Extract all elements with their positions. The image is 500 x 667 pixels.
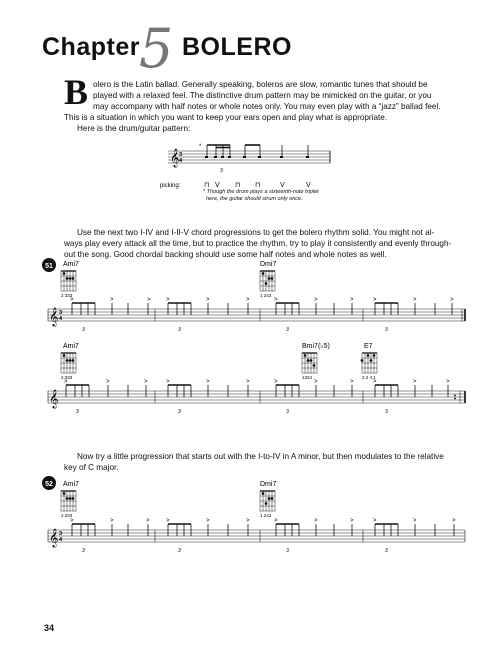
- chord-fingering: 1324: [302, 375, 313, 380]
- intro-line: played with a relaxed feel. The distinctive drum pattern may be mimicked on the guitar, or you: [93, 91, 432, 100]
- svg-text:V: V: [215, 182, 220, 189]
- chapter-word: Chapter: [42, 33, 140, 61]
- svg-text:3: 3: [178, 327, 181, 333]
- svg-text:>: >: [314, 297, 318, 303]
- svg-text:>: >: [64, 379, 68, 385]
- svg-text:>: >: [446, 379, 450, 385]
- drop-cap: B: [64, 72, 89, 112]
- footnote-line: * Though the drum plays a sixteenth-note triplet: [203, 189, 319, 195]
- svg-text:3: 3: [59, 531, 63, 537]
- svg-text:𝄞: 𝄞: [49, 391, 59, 408]
- svg-text:>: >: [70, 297, 74, 303]
- svg-text:⊓: ⊓: [255, 182, 261, 189]
- svg-text:3: 3: [82, 548, 85, 554]
- chord-name: Dmi7: [260, 481, 277, 488]
- svg-text:>: >: [206, 297, 210, 303]
- chord-fingering: 3 2 4 1: [362, 375, 376, 380]
- svg-text:>: >: [274, 379, 278, 385]
- paragraph-line: key of C major.: [64, 463, 119, 472]
- svg-text:>: >: [450, 297, 454, 303]
- paragraph-line: ways play every attack all the time, but to practice the rhythm, try to play it consistently and evenly through-: [64, 239, 452, 248]
- svg-text:>: >: [413, 297, 417, 303]
- example-52-system: [40, 472, 470, 562]
- footnote-asterisk: *: [199, 144, 202, 150]
- svg-text:>: >: [373, 379, 377, 385]
- pattern-footnote: [203, 189, 319, 203]
- svg-text:>: >: [166, 518, 170, 524]
- svg-text:3: 3: [82, 327, 85, 333]
- svg-text:>: >: [350, 297, 354, 303]
- svg-text:>: >: [110, 297, 114, 303]
- svg-text:>: >: [350, 379, 354, 385]
- svg-text:𝄞: 𝄞: [49, 309, 59, 326]
- page-number: 34: [44, 623, 55, 633]
- svg-text:𝄞: 𝄞: [49, 530, 59, 547]
- svg-text:>: >: [147, 297, 151, 303]
- svg-text:>: >: [314, 379, 318, 385]
- svg-text:>: >: [373, 518, 377, 524]
- svg-text:>: >: [70, 518, 74, 524]
- paragraph-line: out the song. Good chordal backing should use some half notes and whole notes as well.: [64, 250, 387, 259]
- picking-label: picking:: [160, 183, 181, 189]
- svg-text:V: V: [280, 182, 285, 189]
- chord-name: Ami7: [63, 481, 79, 488]
- svg-text:3: 3: [59, 310, 63, 316]
- svg-text:>: >: [206, 518, 210, 524]
- svg-text:>: >: [144, 379, 148, 385]
- svg-text:4: 4: [59, 316, 63, 322]
- svg-text:>: >: [110, 518, 114, 524]
- svg-text:3: 3: [76, 409, 79, 415]
- svg-text:⊓: ⊓: [235, 182, 241, 189]
- svg-text:>: >: [274, 518, 278, 524]
- svg-text:𝄞: 𝄞: [170, 150, 180, 167]
- chord-name: Ami7: [63, 343, 79, 350]
- svg-text:>: >: [246, 297, 250, 303]
- intro-line: olero is the Latin ballad. Generally speaking, boleros are slow, romantic tunes that should be: [93, 80, 428, 89]
- svg-text:3: 3: [286, 327, 289, 333]
- chapter-number: 5: [139, 17, 174, 80]
- svg-text:V: V: [306, 182, 311, 189]
- chord-fingering: 2 333: [61, 293, 73, 298]
- svg-text:3: 3: [385, 327, 388, 333]
- svg-text:3: 3: [286, 548, 289, 554]
- paragraph-line: Now try a little progression that starts out with the I-to-IV in A minor, but then modulates to the relative: [77, 452, 444, 461]
- svg-text:4: 4: [179, 158, 183, 164]
- svg-text:>: >: [246, 518, 250, 524]
- chord-fingering: 2 333: [61, 513, 73, 518]
- svg-text:>: >: [206, 379, 210, 385]
- svg-text:>: >: [146, 518, 150, 524]
- svg-text:>: >: [314, 518, 318, 524]
- chord-name: Dmi7: [260, 261, 277, 268]
- svg-text:>: >: [350, 518, 354, 524]
- svg-text:3: 3: [385, 409, 388, 415]
- svg-text:4: 4: [59, 537, 63, 543]
- svg-text:>: >: [246, 379, 250, 385]
- intro-line: This is a situation in which you want to keep your ears open and play what is appropriate.: [64, 113, 388, 122]
- example-51-system-2: [40, 338, 470, 418]
- svg-text:3: 3: [385, 548, 388, 554]
- svg-text:>: >: [166, 379, 170, 385]
- svg-text:>: >: [166, 297, 170, 303]
- intro-line: Here is the drum/guitar pattern:: [77, 124, 191, 133]
- example-51-system-1: [40, 256, 470, 336]
- intro-line: may accompany with half notes or whole notes only. You may even play with a “jazz” ballad feel.: [93, 102, 441, 111]
- chord-fingering: 1 243: [260, 513, 272, 518]
- chord-fingering: 2 333: [61, 375, 73, 380]
- chapter-title: BOLERO: [182, 33, 292, 61]
- triplet-mark: 3: [220, 168, 223, 174]
- svg-text:>: >: [452, 518, 456, 524]
- track-number: 51: [45, 263, 53, 270]
- svg-text:>: >: [413, 379, 417, 385]
- svg-text:>: >: [274, 297, 278, 303]
- svg-text:⊓: ⊓: [204, 182, 210, 189]
- svg-text:>: >: [106, 379, 110, 385]
- svg-text:>: >: [413, 518, 417, 524]
- chord-name: Bmi7(♭5): [302, 343, 330, 350]
- chord-fingering: 1 243: [260, 293, 272, 298]
- chord-name: E7: [364, 343, 373, 350]
- paragraph-line: Use the next two I-IV and I-II-V chord progressions to get the bolero rhythm solid. You might not al-: [77, 228, 435, 237]
- svg-text:3: 3: [178, 548, 181, 554]
- svg-text:3: 3: [179, 152, 183, 158]
- track-number: 52: [45, 481, 53, 488]
- svg-text:>: >: [373, 297, 377, 303]
- svg-text:3: 3: [178, 409, 181, 415]
- footnote-line: here, the guitar should strum only once.: [206, 196, 303, 202]
- chord-name: Ami7: [63, 261, 79, 268]
- svg-text:3: 3: [286, 409, 289, 415]
